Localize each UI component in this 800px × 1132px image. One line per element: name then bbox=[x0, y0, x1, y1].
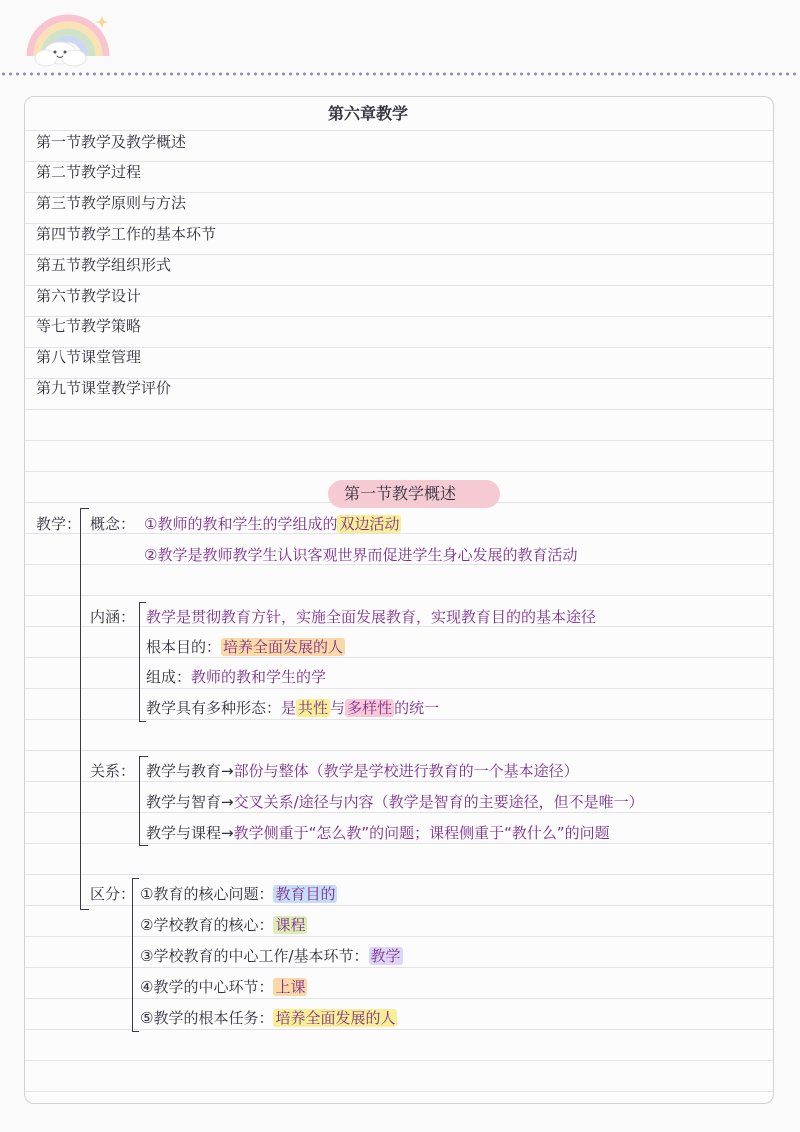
connotation-line-1: 教学是贯彻教育方针，实施全面发展教育，实现教育目的的基本途径 bbox=[146, 608, 597, 626]
distinction-label: 区分： bbox=[90, 885, 136, 903]
toc-item-3: 第三节教学原则与方法 bbox=[36, 194, 187, 212]
main-bracket bbox=[80, 508, 89, 910]
highlight-education-goal: 教育目的 bbox=[275, 885, 336, 903]
highlight-commonality: 共性 bbox=[298, 699, 329, 717]
highlight-fundamental-task: 培养全面发展的人 bbox=[275, 1009, 396, 1027]
concept-line-2: ②教学是教师教学生认识客观世界而促进学生身心发展的教育活动 bbox=[144, 546, 578, 564]
distinction-item-2: ②学校教育的核心： 课程 bbox=[140, 916, 306, 934]
highlight-fundamental-purpose: 培养全面发展的人 bbox=[223, 638, 344, 656]
distinction-item-1: ①教育的核心问题： 教育目的 bbox=[140, 885, 336, 903]
toc-item-8: 第八节课堂管理 bbox=[36, 348, 142, 366]
highlight-teaching: 教学 bbox=[370, 947, 401, 965]
relation-line-3: 教学与课程→教学侧重于“怎么教”的问题；课程侧重于“教什么”的问题 bbox=[146, 824, 610, 842]
toc-item-2: 第二节教学过程 bbox=[36, 163, 142, 181]
chapter-title: 第六章教学 bbox=[328, 104, 409, 123]
toc-item-6: 第六节教学设计 bbox=[36, 287, 142, 305]
toc-item-7: 等七节教学策略 bbox=[36, 317, 142, 335]
relation-label: 关系： bbox=[90, 762, 136, 780]
section-title: 第一节教学概述 bbox=[344, 484, 457, 503]
connotation-line-3: 组成：教师的教和学生的学 bbox=[146, 668, 327, 686]
dotted-divider bbox=[0, 72, 800, 76]
toc-item-9: 第九节课堂教学评价 bbox=[36, 379, 172, 397]
highlight-class: 上课 bbox=[275, 978, 306, 996]
concept-label: 概念： bbox=[90, 515, 136, 533]
toc-item-4: 第四节教学工作的基本环节 bbox=[36, 225, 217, 243]
connotation-line-4: 教学具有多种形态：是 共性 与 多样性 的统一 bbox=[146, 699, 440, 717]
root-label: 教学： bbox=[36, 515, 82, 533]
rainbow-cloud-icon bbox=[18, 8, 118, 68]
relation-line-1: 教学与教育→部份与整体（教学是学校进行教育的一个基本途径） bbox=[146, 762, 579, 780]
distinction-bracket bbox=[132, 878, 139, 1032]
relation-line-2: 教学与智育→交叉关系/途径与内容（教学是智育的主要途径，但不是唯一） bbox=[146, 793, 644, 811]
highlight-bilateral-activity: 双边活动 bbox=[339, 515, 400, 533]
toc-item-1: 第一节教学及教学概述 bbox=[36, 133, 187, 151]
distinction-item-4: ④教学的中心环节： 上课 bbox=[140, 978, 306, 996]
distinction-item-3: ③学校教育的中心工作/基本环节： 教学 bbox=[140, 947, 401, 965]
toc-item-5: 第五节教学组织形式 bbox=[36, 256, 172, 274]
connotation-bracket bbox=[139, 602, 146, 722]
distinction-item-5: ⑤教学的根本任务： 培养全面发展的人 bbox=[140, 1009, 396, 1027]
connotation-line-2: 根本目的： 培养全面发展的人 bbox=[146, 638, 344, 656]
concept-line-1: ①教师的教和学生的学组成的 双边活动 bbox=[144, 515, 400, 533]
highlight-diversity: 多样性 bbox=[347, 699, 393, 717]
connotation-label: 内涵： bbox=[90, 608, 136, 626]
highlight-curriculum: 课程 bbox=[275, 916, 306, 934]
